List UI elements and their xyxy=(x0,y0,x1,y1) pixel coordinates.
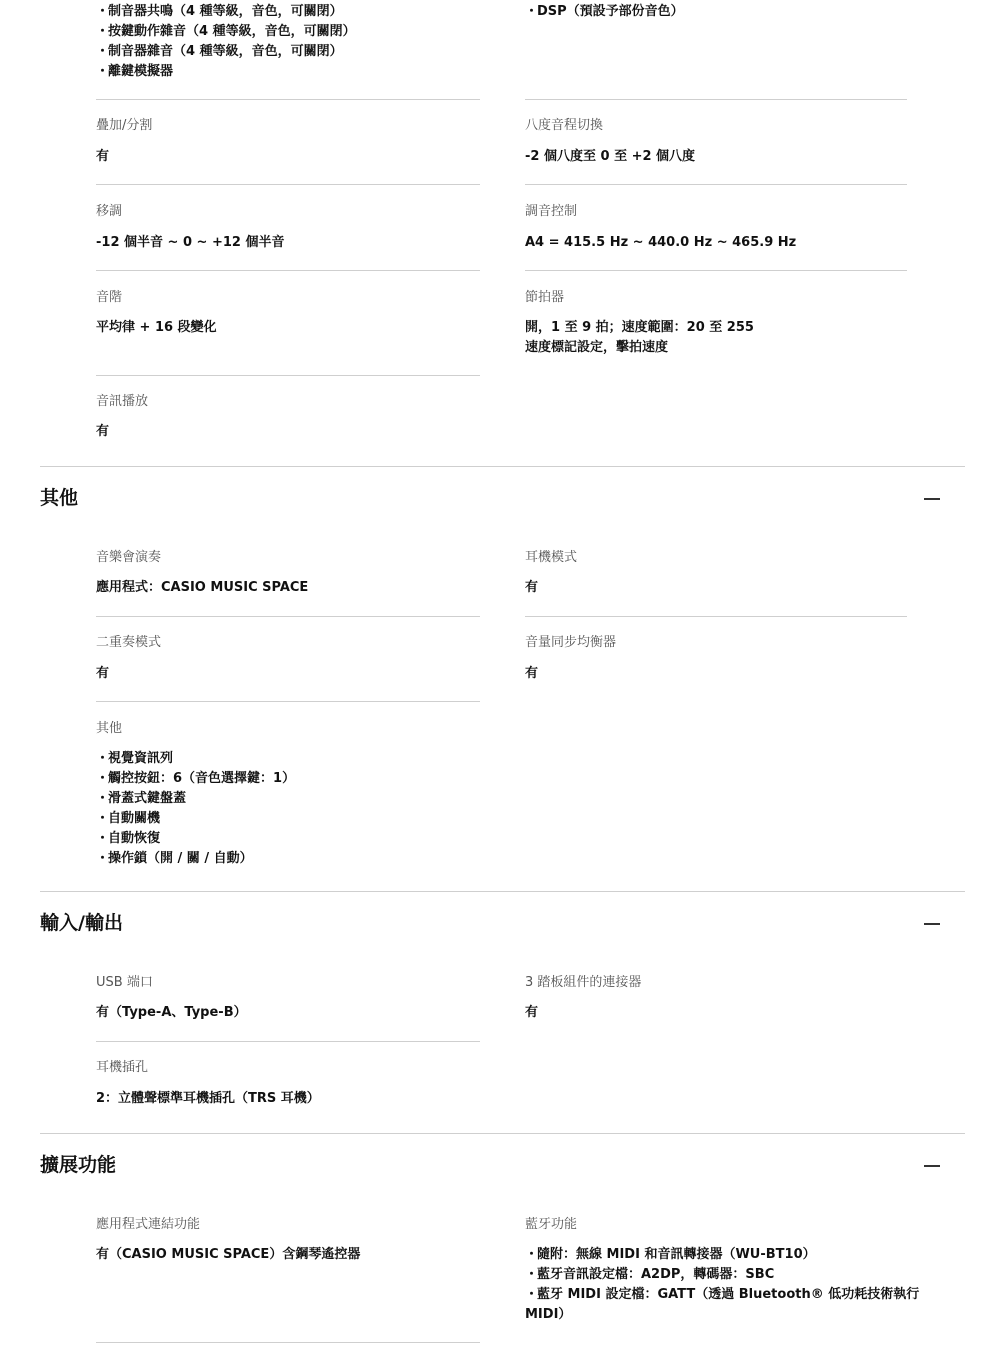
section-divider xyxy=(40,891,965,892)
spec-label-octave-shift: 八度音程切換 xyxy=(525,118,604,133)
list-item: ・操作鎖（開 / 關 / 自動） xyxy=(96,851,253,866)
list-item: ・滑蓋式鍵盤蓋 xyxy=(96,791,187,806)
effects-list xyxy=(525,2,907,22)
spec-value-volume-sync-eq: 有 xyxy=(525,666,539,681)
collapse-toggle-icon[interactable] xyxy=(924,923,940,925)
sound-features-list xyxy=(96,2,480,82)
divider xyxy=(525,99,907,100)
spec-label-concert-play: 音樂會演奏 xyxy=(96,550,162,565)
spec-value-headphone-mode: 有 xyxy=(525,580,539,595)
spec-label-audio-playback: 音訊播放 xyxy=(96,394,149,409)
list-item: ・DSP（預設予部份音色） xyxy=(525,4,684,19)
list-item: ・隨附：無線 MIDI 和音訊轉接器（WU-BT10） xyxy=(525,1247,816,1262)
spec-value-usb-port: 有（Type-A、Type-B） xyxy=(96,1005,247,1020)
bluetooth-feature-list xyxy=(525,1245,920,1325)
divider xyxy=(96,375,480,376)
divider xyxy=(96,184,480,185)
spec-value-pedal-connector: 有 xyxy=(525,1005,539,1020)
divider xyxy=(96,1342,480,1343)
list-item: ・藍牙音訊設定檔：A2DP，轉碼器：SBC xyxy=(525,1267,775,1282)
spec-label-volume-sync-eq: 音量同步均衡器 xyxy=(525,635,617,650)
spec-value-audio-playback: 有 xyxy=(96,424,110,439)
spec-label-layer-split: 疊加/分割 xyxy=(96,118,153,133)
list-item: ・離鍵模擬器 xyxy=(96,64,174,79)
list-item: ・視覺資訊列 xyxy=(96,751,174,766)
list-item: ・按鍵動作雜音（4 種等級，音色，可關閉） xyxy=(96,24,356,39)
spec-value-tuning: A4 = 415.5 Hz ~ 440.0 Hz ~ 465.9 Hz xyxy=(525,235,797,250)
spec-label-transpose: 移調 xyxy=(96,204,123,219)
divider xyxy=(96,616,480,617)
spec-value-app-link: 有（CASIO MUSIC SPACE）含鋼琴遙控器 xyxy=(96,1247,361,1262)
section-title-other[interactable]: 其他 xyxy=(40,487,79,509)
divider xyxy=(96,1041,480,1042)
spec-value-scale: 平均律 + 16 段變化 xyxy=(96,320,217,335)
spec-value-metronome: 開，1 至 9 拍；速度範圍：20 至 255 速度標記設定，擊拍速度 xyxy=(525,320,754,355)
collapse-toggle-icon[interactable] xyxy=(924,498,940,500)
collapse-toggle-icon[interactable] xyxy=(924,1165,940,1167)
spec-label-app-link: 應用程式連結功能 xyxy=(96,1217,201,1232)
list-item: ・自動關機 xyxy=(96,811,161,826)
spec-value-headphone-jack: 2：立體聲標準耳機插孔（TRS 耳機） xyxy=(96,1091,320,1106)
spec-value-layer-split: 有 xyxy=(96,149,110,164)
section-title-input-output[interactable]: 輸入/輸出 xyxy=(40,912,123,934)
spec-label-scale: 音階 xyxy=(96,290,123,305)
spec-label-headphone-mode: 耳機模式 xyxy=(525,550,578,565)
section-divider xyxy=(40,466,965,467)
others-feature-list xyxy=(96,749,480,869)
divider xyxy=(525,616,907,617)
spec-value-transpose: -12 個半音 ~ 0 ~ +12 個半音 xyxy=(96,235,285,250)
divider xyxy=(96,701,480,702)
spec-value-concert-play: 應用程式：CASIO MUSIC SPACE xyxy=(96,580,309,595)
list-item: ・藍牙 MIDI 設定檔：GATT（透過 Bluetooth® 低功耗技術執行 xyxy=(525,1287,920,1302)
divider xyxy=(96,270,480,271)
spec-label-pedal-connector: 3 踏板組件的連接器 xyxy=(525,975,642,990)
spec-value-duet-mode: 有 xyxy=(96,666,110,681)
spec-label-metronome: 節拍器 xyxy=(525,290,565,305)
section-divider xyxy=(40,1133,965,1134)
spec-label-bluetooth: 藍牙功能 xyxy=(525,1217,578,1232)
section-title-extended-features[interactable]: 擴展功能 xyxy=(40,1154,117,1176)
list-item: ・制音器雜音（4 種等級，音色，可關閉） xyxy=(96,44,343,59)
list-item: MIDI） xyxy=(525,1307,572,1322)
spec-label-usb-port: USB 端口 xyxy=(96,975,153,990)
list-item: ・制音器共鳴（4 種等級，音色，可關閉） xyxy=(96,4,343,19)
list-item: ・自動恢復 xyxy=(96,831,161,846)
divider xyxy=(96,99,480,100)
spec-label-headphone-jack: 耳機插孔 xyxy=(96,1060,149,1075)
spec-value-octave-shift: -2 個八度至 0 至 +2 個八度 xyxy=(525,149,696,164)
divider xyxy=(525,270,907,271)
spec-label-duet-mode: 二重奏模式 xyxy=(96,635,162,650)
list-item: ・觸控按鈕：6（音色選擇鍵：1） xyxy=(96,771,296,786)
divider xyxy=(525,184,907,185)
spec-label-tuning: 調音控制 xyxy=(525,204,578,219)
spec-label-others: 其他 xyxy=(96,721,123,736)
